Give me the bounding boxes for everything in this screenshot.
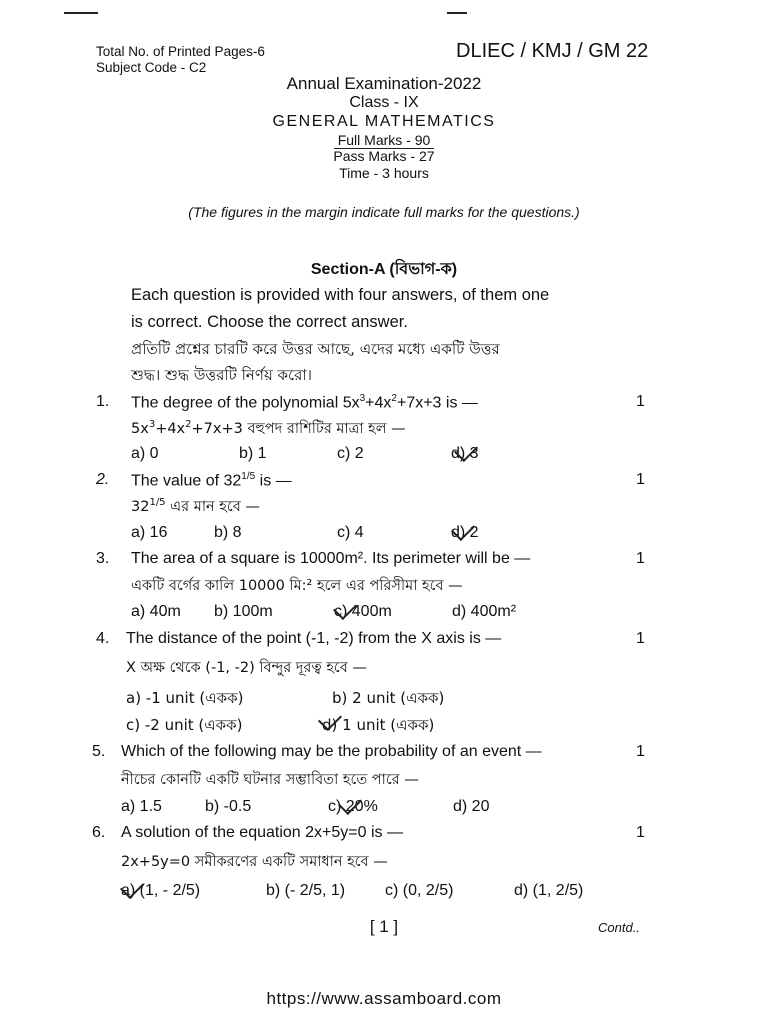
section-title: Section-A (বিভাগ-ক) bbox=[310, 261, 458, 278]
q4-option-d: d) 1 unit (একক) bbox=[322, 716, 435, 734]
q4-number: 4. bbox=[96, 630, 110, 647]
q3-marks: 1 bbox=[636, 550, 645, 567]
q4-text-bn: X অক্ষ থেকে (-1, -2) বিন্দুর দূরত্ব হবে — bbox=[126, 660, 367, 676]
page-number: [ 1 ] bbox=[369, 917, 399, 936]
q2-option-a: a) 16 bbox=[131, 524, 168, 541]
source-url: https://www.assamboard.com bbox=[266, 989, 502, 1008]
q3-number: 3. bbox=[96, 550, 110, 567]
q2-option-c: c) 4 bbox=[337, 524, 364, 541]
class-label: Class - IX bbox=[349, 94, 419, 111]
q6-text-en: A solution of the equation 2x+5y=0 is — bbox=[121, 824, 403, 841]
subject-title: GENERAL MATHEMATICS bbox=[272, 113, 496, 130]
q2-marks: 1 bbox=[636, 471, 645, 488]
q6-option-b: b) (- 2/5, 1) bbox=[266, 882, 346, 899]
q1-text-bn: $5x^3+4x^2+7x+3$ বহুপদ রাশিটির মাত্রা হল — bbox=[131, 419, 406, 437]
q3-text-bn: একটি বর্গের কালি 10000 মি:² হলে এর পরিসীমা হবে — bbox=[131, 578, 463, 594]
q5-number: 5. bbox=[92, 743, 106, 760]
q5-option-b: b) -0.5 bbox=[205, 798, 252, 815]
q2-number: 2. bbox=[96, 471, 110, 488]
top-mark-right bbox=[447, 12, 467, 14]
q5-marks: 1 bbox=[636, 743, 645, 760]
q3-text-en: The area of a square is 10000m². Its perimeter will be — bbox=[131, 550, 531, 567]
printed-pages: Total No. of Printed Pages-6 bbox=[96, 44, 265, 59]
q1-number: 1. bbox=[96, 393, 110, 410]
q5-text-bn: নীচের কোনটি একটি ঘটনার সম্ভাবিতা হতে পারে — bbox=[121, 772, 419, 788]
q6-marks: 1 bbox=[636, 824, 645, 841]
q6-option-a: a) (1, - 2/5) bbox=[121, 882, 201, 899]
exam-title: Annual Examination-2022 bbox=[286, 74, 482, 93]
instruction-en-1: Each question is provided with four answers, of them one bbox=[131, 286, 550, 304]
top-mark-left bbox=[64, 12, 98, 14]
instruction-en-2: is correct. Choose the correct answer. bbox=[131, 313, 408, 331]
time-allowed: Time - 3 hours bbox=[339, 165, 429, 181]
q1-marks: 1 bbox=[636, 393, 645, 410]
q3-option-a: a) 40m bbox=[131, 603, 181, 620]
pass-marks: Pass Marks - 27 bbox=[333, 148, 435, 164]
q4-option-b: b) 2 unit (একক) bbox=[332, 689, 445, 707]
q2-text-en: The value of $32^{1/5}$ is — bbox=[131, 471, 292, 490]
q4-text-en: The distance of the point (-1, -2) from the X axis is — bbox=[126, 630, 502, 647]
q6-number: 6. bbox=[92, 824, 106, 841]
q4-marks: 1 bbox=[636, 630, 645, 647]
continued-label: Contd.. bbox=[598, 920, 640, 935]
q5-text-en: Which of the following may be the probability of an event — bbox=[121, 743, 542, 760]
q5-option-c: c) 20% bbox=[328, 798, 378, 815]
q6-text-bn: 2x+5y=0 সমীকরণের একটি সমাধান হবে — bbox=[121, 854, 388, 870]
margin-note: (The figures in the margin indicate full marks for the questions.) bbox=[188, 204, 580, 220]
q1-option-c: c) 2 bbox=[337, 445, 364, 462]
q2-option-b: b) 8 bbox=[214, 524, 242, 541]
q6-option-c: c) (0, 2/5) bbox=[385, 882, 454, 899]
q2-option-d: d) 2 bbox=[451, 524, 479, 541]
q2-text-bn: $32^{1/5}$ এর মান হবে — bbox=[131, 497, 260, 515]
q1-option-a: a) 0 bbox=[131, 445, 159, 462]
full-marks: Full Marks - 90 bbox=[0, 132, 768, 148]
q5-option-d: d) 20 bbox=[453, 798, 490, 815]
q1-option-b: b) 1 bbox=[239, 445, 267, 462]
q5-option-a: a) 1.5 bbox=[121, 798, 162, 815]
q1-text-en: The degree of the polynomial $5x^3+4x^2+7x+3$ is — bbox=[131, 393, 478, 412]
q4-option-a: a) -1 unit (একক) bbox=[126, 689, 244, 707]
paper-code: DLIEC / KMJ / GM 22 bbox=[456, 40, 649, 62]
instruction-bn-2: শুদ্ধ। শুদ্ধ উত্তরটি নির্ণয় করো। bbox=[131, 366, 313, 384]
q3-option-d: d) 400m² bbox=[452, 603, 517, 620]
subject-code: Subject Code - C2 bbox=[96, 60, 207, 75]
q4-option-c: c) -2 unit (একক) bbox=[126, 716, 243, 734]
q3-option-c: c) 400m bbox=[334, 603, 392, 620]
q6-option-d: d) (1, 2/5) bbox=[514, 882, 584, 899]
q1-option-d: d) 3 bbox=[451, 445, 479, 462]
q3-option-b: b) 100m bbox=[214, 603, 273, 620]
instruction-bn-1: প্রতিটি প্রশ্নের চারটি করে উত্তর আছে, এদের মধ্যে একটি উত্তর bbox=[131, 340, 500, 358]
